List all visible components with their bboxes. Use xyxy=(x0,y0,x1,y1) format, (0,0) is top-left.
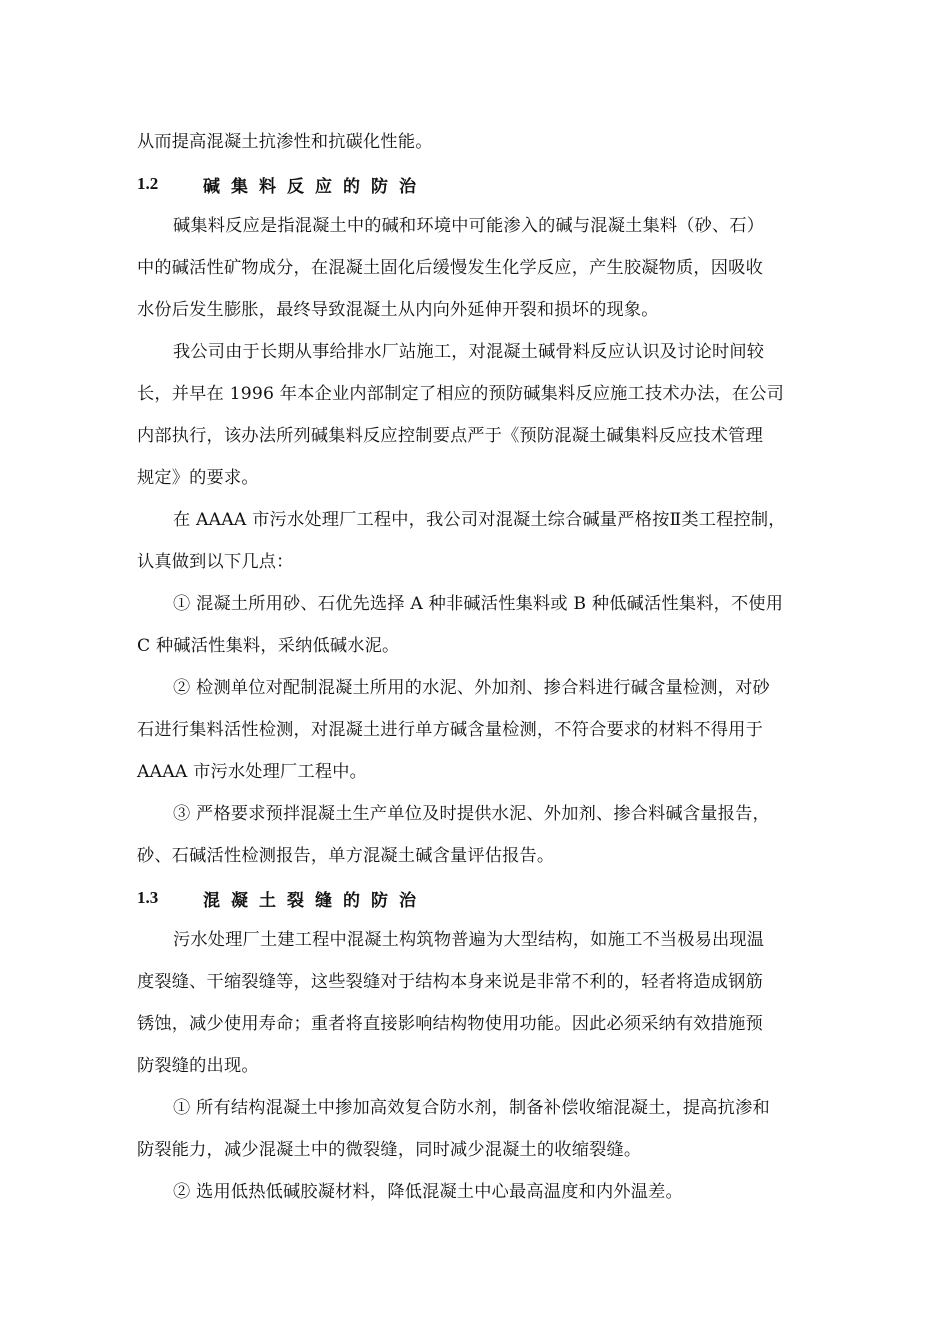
list-item-3 xyxy=(137,793,842,877)
text-line: 长，并早在 1996 年本企业内部制定了相应的预防碱集料反应施工技术办法，在公司 xyxy=(137,384,785,404)
text-line: 碱集料反应是指混凝土中的碱和环境中可能渗入的碱与混凝土集料（砂、石） xyxy=(173,216,765,236)
text-line: 度裂缝、干缩裂缝等，这些裂缝对于结构本身来说是非常不利的，轻者将造成钢筋 xyxy=(137,972,763,992)
text-line: 规定》的要求。 xyxy=(137,468,259,488)
text-line: 认真做到以下几点： xyxy=(137,552,294,572)
list-item-1 xyxy=(137,583,842,667)
section-number: 1.3 xyxy=(137,888,159,907)
document-body xyxy=(137,121,842,1213)
section-number: 1.2 xyxy=(137,174,159,193)
crack-list-item-1 xyxy=(137,1087,842,1171)
text-line: 从而提高混凝土抗渗性和抗碳化性能。 xyxy=(137,132,433,152)
text-line: ② 检测单位对配制混凝土所用的水泥、外加剂、掺合料进行碱含量检测，对砂 xyxy=(173,678,770,698)
paragraph-crack-intro xyxy=(137,919,842,1087)
text-line: 防裂缝的出现。 xyxy=(137,1056,259,1076)
text-line: ① 混凝土所用砂、石优先选择 A 种非碱活性集料或 B 种低碱活性集料，不使用 xyxy=(173,594,784,614)
text-line: 我公司由于长期从事给排水厂站施工，对混凝土碱骨料反应认识及讨论时间较 xyxy=(173,342,765,362)
crack-list-item-2 xyxy=(137,1171,842,1213)
paragraph-company-experience xyxy=(137,331,842,499)
paragraph-continuation xyxy=(137,121,842,163)
section-heading-1-3 xyxy=(137,877,842,919)
section-title: 碱集料反应的防治 xyxy=(203,176,427,197)
list-item-2 xyxy=(137,667,842,793)
text-line: 水份后发生膨胀，最终导致混凝土从内向外延伸开裂和损坏的现象。 xyxy=(137,300,659,320)
text-line: ③ 严格要求预拌混凝土生产单位及时提供水泥、外加剂、掺合料碱含量报告， xyxy=(173,804,770,824)
text-line: 石进行集料活性检测，对混凝土进行单方碱含量检测，不符合要求的材料不得用于 xyxy=(137,720,763,740)
paragraph-project-control xyxy=(137,499,842,583)
text-line: 锈蚀，减少使用寿命；重者将直接影响结构物使用功能。因此必须采纳有效措施预 xyxy=(137,1014,763,1034)
paragraph-alkali-definition xyxy=(137,205,842,331)
text-line: C 种碱活性集料，采纳低碱水泥。 xyxy=(137,636,400,656)
text-line: 内部执行，该办法所列碱集料反应控制要点严于《预防混凝土碱集料反应技术管理 xyxy=(137,426,763,446)
text-line: ② 选用低热低碱胶凝材料，降低混凝土中心最高温度和内外温差。 xyxy=(173,1182,683,1202)
text-line: 砂、石碱活性检测报告，单方混凝土碱含量评估报告。 xyxy=(137,846,555,866)
text-line: 在 AAAA 市污水处理厂工程中，我公司对混凝土综合碱量严格按Ⅱ类工程控制， xyxy=(173,510,786,530)
section-heading-1-2 xyxy=(137,163,842,205)
section-title: 混凝土裂缝的防治 xyxy=(203,890,427,911)
text-line: ① 所有结构混凝土中掺加高效复合防水剂，制备补偿收缩混凝土，提高抗渗和 xyxy=(173,1098,770,1118)
text-line: 中的碱活性矿物成分，在混凝土固化后缓慢发生化学反应，产生胶凝物质，因吸收 xyxy=(137,258,763,278)
text-line: AAAA 市污水处理厂工程中。 xyxy=(137,762,367,782)
text-line: 防裂能力，减少混凝土中的微裂缝，同时减少混凝土的收缩裂缝。 xyxy=(137,1140,642,1160)
text-line: 污水处理厂土建工程中混凝土构筑物普遍为大型结构，如施工不当极易出现温 xyxy=(173,930,765,950)
